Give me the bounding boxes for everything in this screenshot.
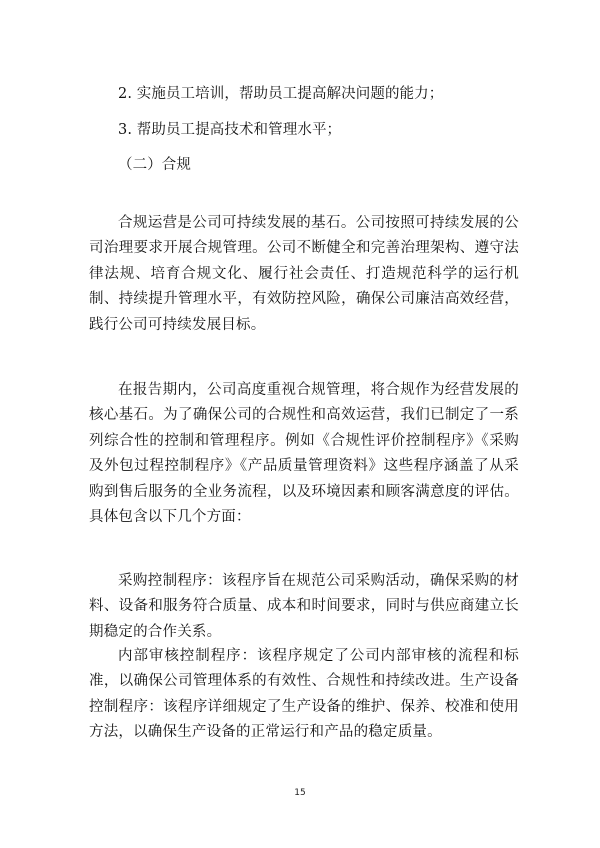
paragraph-internal-audit-control: 内部审核控制程序：该程序规定了公司内部审核的流程和标准，以确保公司管理体系的有效性、合规性和持续改进。生产设备控制程序：该程序详细规定了生产设备的维护、保养、校准和使用方法，以确保生产设备的正常运行和产品的稳定质量。 (89, 647, 519, 740)
paragraph-compliance-foundation: 合规运营是公司可持续发展的基石。公司按照可持续发展的公司治理要求开展合规管理。公司不断健全和完善治理架构、遵守法律法规、培育合规文化、履行社会责任、打造规范科学的运行机制、持续提升管理水平，有效防控风险，确保公司廉洁高效经营，践行公司可持续发展目标。 (89, 214, 519, 333)
list-item-3: 3. 帮助员工提高技术和管理水平； (118, 122, 342, 138)
paragraph-procurement-control: 采购控制程序：该程序旨在规范公司采购活动，确保采购的材料、设备和服务符合质量、成本和时间要求，同时与供应商建立长期稳定的合作关系。 (89, 572, 519, 640)
page-number: 15 (294, 788, 306, 798)
list-item-2: 2. 实施员工培训，帮助员工提高解决问题的能力； (118, 86, 444, 102)
section-heading: （二）合规 (118, 157, 191, 173)
paragraph-reporting-period: 在报告期内，公司高度重视合规管理，将合规作为经营发展的核心基石。为了确保公司的合规性和高效运营，我们已制定了一系列综合性的控制和管理程序。例如《合规性评价控制程序》《采购及外包过程控制程序》《产品质量管理资料》这些程序涵盖了从采购到售后服务的全业务流程，以及环境因素和顾客满意度的评估。具体包含以下几个方面： (89, 381, 519, 525)
